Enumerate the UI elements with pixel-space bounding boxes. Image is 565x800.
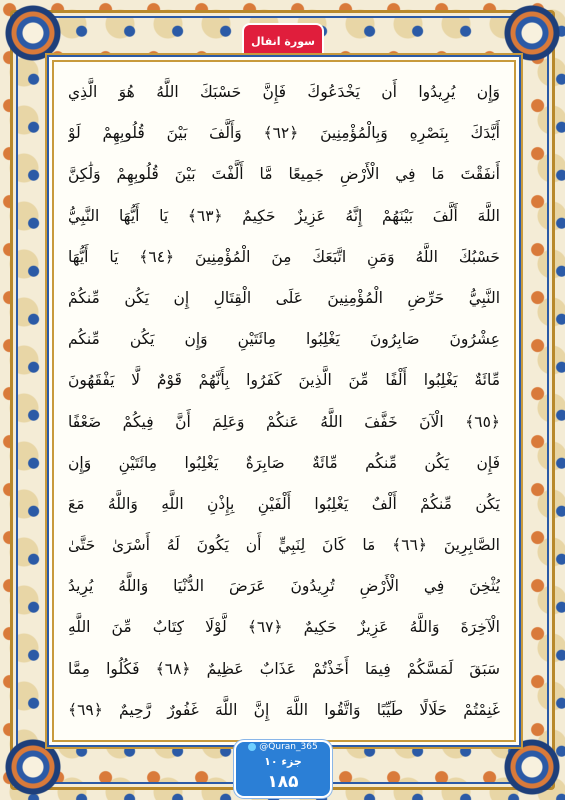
ayah-line: سَبَقَ لَمَسَّكُمْ فِيمَا أَخَذْتُمْ عَذَابٌ عَظِيمٌ ﴿٦٨﴾ فَكُلُوا مِمَّا <box>68 659 500 678</box>
ayah-line: فَإِن يَكُن مِّنكُم مِّائَةٌ صَابِرَةٌ يَغْلِبُوا مِائَتَيْنِ وَإِن <box>68 453 500 472</box>
ayah-line: مِّائَةٌ يَغْلِبُوا أَلْفًا مِّنَ الَّذِينَ كَفَرُوا بِأَنَّهُمْ قَوْمٌ لَّا يَفْقَهُونَ <box>68 371 500 390</box>
corner-ornament-icon <box>4 4 62 62</box>
channel-handle-text: @Quran_365 <box>259 742 318 752</box>
ayah-line: الْآخِرَةَ وَاللَّهُ عَزِيزٌ حَكِيمٌ ﴿٦٧﴾ لَّوْلَا كِتَابٌ مِّنَ اللَّهِ <box>68 618 500 637</box>
ayah-line: يُثْخِنَ فِي الْأَرْضِ تُرِيدُونَ عَرَضَ الدُّنْيَا وَاللَّهُ يُرِيدُ <box>68 577 500 596</box>
ayah-line: وَإِن يُرِيدُوا أَن يَخْدَعُوكَ فَإِنَّ حَسْبَكَ اللَّهُ هُوَ الَّذِي <box>68 83 500 101</box>
ayah-line: الصَّابِرِينَ ﴿٦٦﴾ مَا كَانَ لِنَبِيٍّ أَن يَكُونَ لَهُ أَسْرَىٰ حَتَّىٰ <box>68 536 500 555</box>
ayah-line: يَكُن مِّنكُمْ أَلْفٌ يَغْلِبُوا أَلْفَيْنِ بِإِذْنِ اللَّهِ وَاللَّهُ مَعَ <box>68 494 500 513</box>
ayah-line: أَيَّدَكَ بِنَصْرِهِ وَبِالْمُؤْمِنِينَ ﴿٦٢﴾ وَأَلَّفَ بَيْنَ قُلُوبِهِمْ لَوْ <box>68 124 500 143</box>
surah-title-badge: سورة انفال <box>244 25 322 57</box>
ayah-line: أَنفَقْتَ مَا فِي الْأَرْضِ جَمِيعًا مَّا أَلَّفْتَ بَيْنَ قُلُوبِهِمْ وَلَٰكِنَّ <box>68 165 500 184</box>
quran-text <box>68 72 500 731</box>
corner-ornament-icon <box>4 738 62 796</box>
ayah-line: ﴿٦٥﴾ الْآنَ خَفَّفَ اللَّهُ عَنكُمْ وَعَلِمَ أَنَّ فِيكُمْ ضَعْفًا <box>68 412 500 431</box>
ayah-line: عِشْرُونَ صَابِرُونَ يَغْلِبُوا مِائَتَيْنِ وَإِن يَكُن مِّنكُم <box>68 330 500 349</box>
corner-ornament-icon <box>503 738 561 796</box>
ayah-line: اللَّهَ أَلَّفَ بَيْنَهُمْ إِنَّهُ عَزِيزٌ حَكِيمٌ ﴿٦٣﴾ يَا أَيُّهَا النَّبِيُّ <box>68 206 500 225</box>
ayah-line: النَّبِيُّ حَرِّضِ الْمُؤْمِنِينَ عَلَى الْقِتَالِ إِن يَكُن مِّنكُمْ <box>68 288 500 307</box>
page-number: ۱۸۵ <box>267 772 299 792</box>
telegram-icon <box>248 743 256 751</box>
juz-label: جزء ۱۰ <box>264 755 302 768</box>
page-frame <box>52 60 516 742</box>
corner-ornament-icon <box>503 4 561 62</box>
ayah-line: غَنِمْتُمْ حَلَالًا طَيِّبًا وَاتَّقُوا اللَّهَ إِنَّ اللَّهَ غَفُورٌ رَّحِيمٌ ﴿٦٩﴾ <box>68 700 500 719</box>
channel-handle[interactable] <box>236 740 330 754</box>
ayah-line: حَسْبُكَ اللَّهُ وَمَنِ اتَّبَعَكَ مِنَ الْمُؤْمِنِينَ ﴿٦٤﴾ يَا أَيُّهَا <box>68 247 500 266</box>
